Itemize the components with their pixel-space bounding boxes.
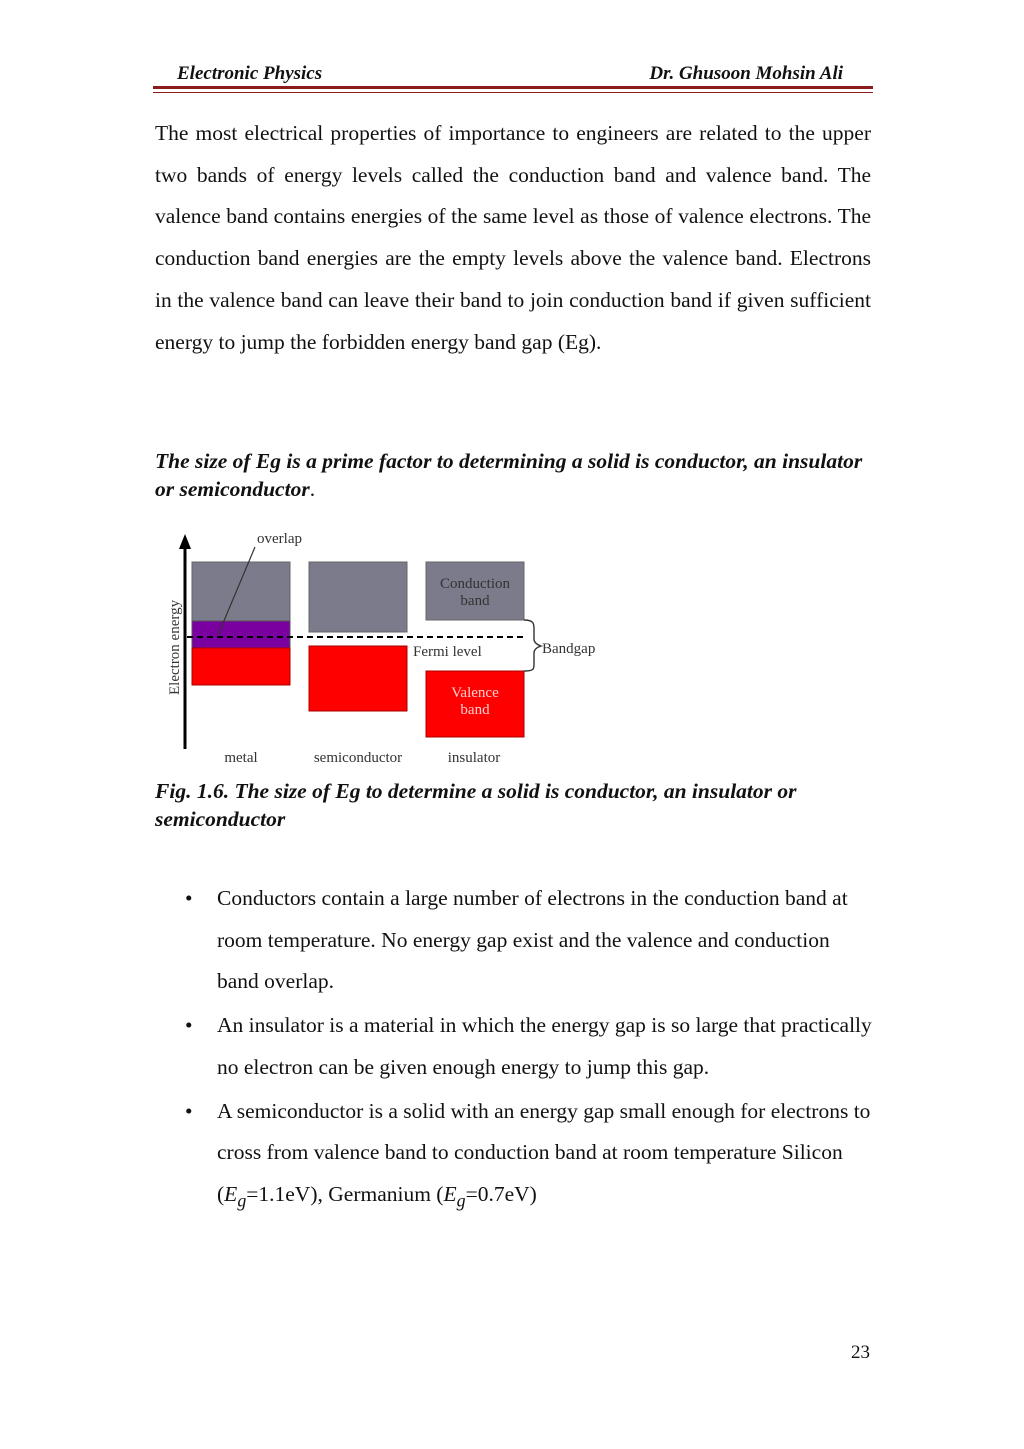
bullet-semiconductor	[185, 1091, 875, 1222]
band-diagram-figure	[160, 525, 610, 770]
metal-conduction-band	[192, 562, 290, 621]
emphasis-period: .	[309, 477, 316, 501]
bullet-dot: •	[185, 886, 193, 910]
insulator-label: insulator	[447, 750, 501, 766]
eg-subscript: g	[237, 1190, 247, 1211]
b3-part: =1.1eV), Germanium (	[246, 1181, 444, 1206]
metal-label: metal	[224, 750, 258, 766]
bullet-conductors	[185, 878, 875, 1003]
header-course-title: Electronic Physics	[177, 63, 323, 84]
metal-valence-band	[192, 648, 290, 685]
b3-part: =0.7eV)	[465, 1181, 537, 1206]
bandgap-brace	[524, 620, 541, 671]
eg-subscript: g	[456, 1190, 466, 1211]
semiconductor-valence-band	[309, 646, 407, 711]
bullet-conductors-text: Conductors contain a large number of electrons in the conduction band at room temperature. No energy gap exist and the valence and conduction band overlap.	[217, 886, 848, 994]
figure-caption: Fig. 1.6. The size of Eg to determine a solid is conductor, an insulator or semiconductor	[155, 779, 797, 831]
bullet-dot: •	[185, 1098, 193, 1123]
metal-overlap-region	[192, 621, 290, 648]
band-diagram	[160, 525, 610, 770]
page-number: 23	[851, 1342, 870, 1363]
bandgap-label: Bandgap	[542, 641, 596, 657]
conduction-band-label-2: band	[460, 593, 490, 609]
bullet-list	[185, 878, 875, 1224]
energy-axis-label: Electron energy	[167, 599, 183, 695]
conduction-band-label-1: Conduction	[440, 576, 510, 592]
emphasis-statement	[155, 447, 871, 503]
intro-paragraph: The most electrical properties of importance to engineers are related to the upper two bands of energy levels called the conduction band and valence band. The valence band contains energies of the same level as those of valence electrons. The conduction band energies are the empty levels above the valence band. Electrons in the valence band can leave their band to join conduction band if given sufficient energy to jump the forbidden energy band gap (Eg).	[155, 121, 871, 354]
header-rule-thick	[153, 86, 873, 89]
eg-symbol: E	[443, 1181, 457, 1206]
bullet-semiconductor-text	[217, 1098, 871, 1211]
overlap-label: overlap	[257, 531, 302, 547]
emphasis-text: The size of Eg is a prime factor to determining a solid is conductor, an insulator or semiconductor	[155, 449, 863, 501]
b3-part: A semiconductor is a solid with an energy gap small enough for electrons to cross from valence band to conduction band at room temperature Silicon (	[217, 1098, 871, 1206]
bullet-dot: •	[185, 1013, 193, 1038]
valence-band-label-1: Valence	[451, 685, 499, 701]
page-header	[153, 60, 873, 96]
bullet-insulator-text: An insulator is a material in which the energy gap is so large that practically no electron can be given enough energy to jump this gap.	[217, 1013, 872, 1079]
energy-axis-arrowhead	[179, 534, 191, 549]
header-author: Dr. Ghusoon Mohsin Ali	[649, 63, 843, 84]
bullet-insulator	[185, 1005, 875, 1088]
fermi-level-label: Fermi level	[413, 644, 482, 660]
semiconductor-conduction-band	[309, 562, 407, 632]
valence-band-label-2: band	[460, 702, 490, 718]
eg-symbol: E	[224, 1181, 238, 1206]
semiconductor-label: semiconductor	[313, 750, 403, 766]
header-rule-thin	[153, 92, 873, 93]
